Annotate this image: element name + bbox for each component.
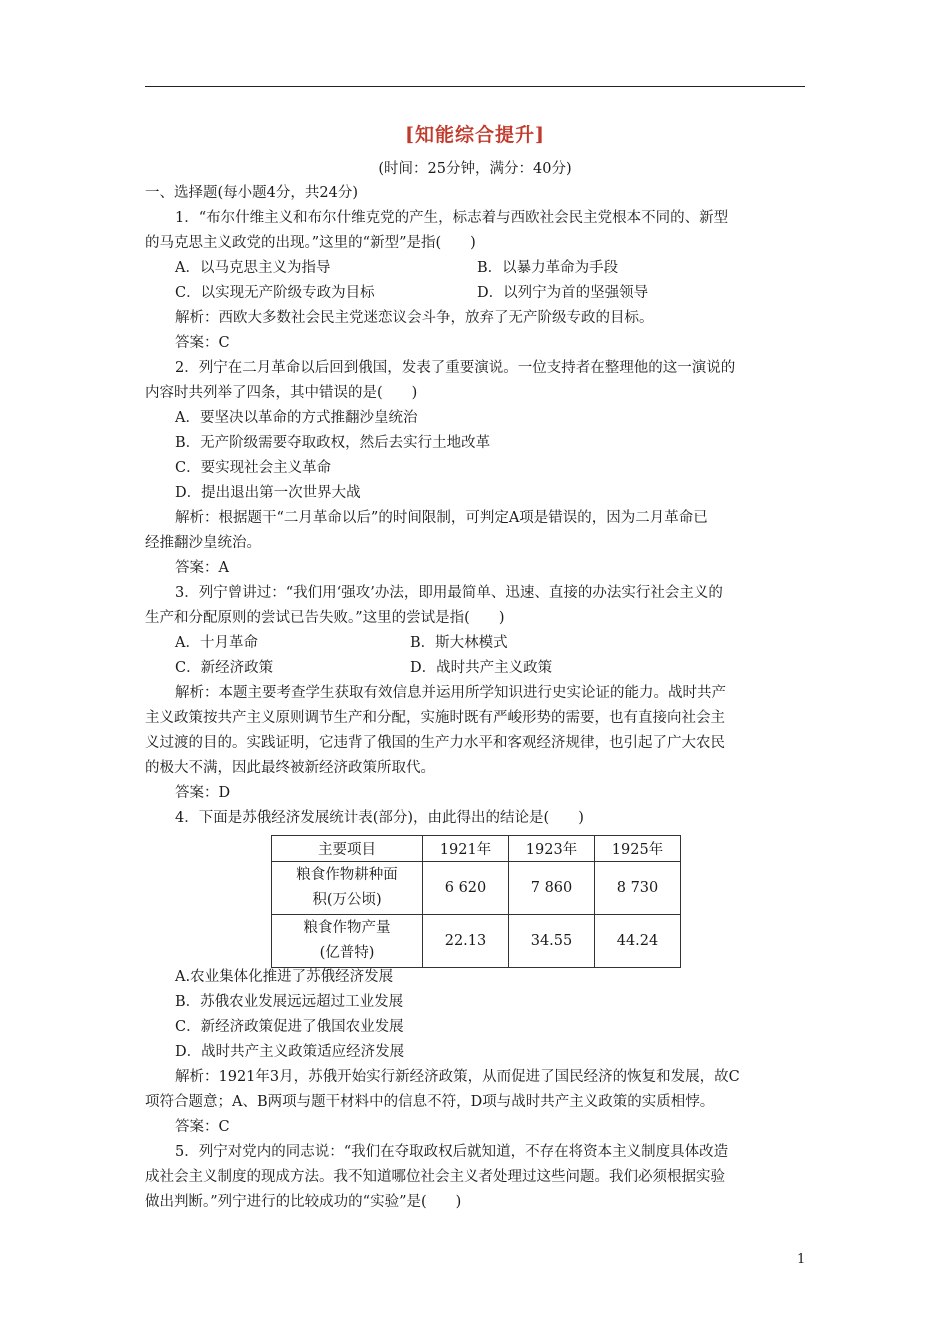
q1-stem-cont: 的马克思主义政党的出现。”这里的“新型”是指( ) — [145, 235, 476, 251]
page-title: [知能综合提升] — [405, 124, 545, 146]
page-number: 1 — [797, 1252, 806, 1267]
section-heading: 一、选择题(每小题4分，共24分) — [145, 185, 358, 201]
q3-analysis: 解析：本题主要考查学生获取有效信息并运用所学知识进行史实论证的能力。战时共产 — [175, 685, 726, 701]
q4-answer: 答案：C — [175, 1119, 230, 1135]
q5-stem-cont-2: 做出判断。”列宁进行的比较成功的“实验”是( ) — [145, 1194, 462, 1210]
row-label-line: 粮食作物耕种面 — [296, 867, 398, 883]
table-cell: 6 620 — [423, 862, 509, 915]
q2-answer: 答案：A — [175, 560, 229, 576]
row-label-line: (亿普特) — [319, 945, 375, 961]
row-label-line: 粮食作物产量 — [303, 920, 391, 936]
table-cell: 8 730 — [595, 862, 681, 915]
q3-analysis-cont-3: 的极大不满，因此最终被新经济政策所取代。 — [145, 760, 435, 776]
q1-stem: 1．“布尔什维主义和布尔什维克党的产生，标志着与西欧社会民主党根本不同的、新型 — [175, 210, 729, 226]
q4-option-b: B．苏俄农业发展远远超过工业发展 — [175, 994, 404, 1010]
table-header-cell: 主要项目 — [272, 836, 423, 862]
table-cell: 7 860 — [509, 862, 595, 915]
q2-option-a: A．要坚决以革命的方式推翻沙皇统治 — [175, 410, 418, 426]
q2-analysis-cont: 经推翻沙皇统治。 — [145, 535, 261, 551]
q1-analysis: 解析：西欧大多数社会民主党迷恋议会斗争，放弃了无产阶级专政的目标。 — [175, 310, 654, 326]
q4-option-c: C．新经济政策促进了俄国农业发展 — [175, 1019, 404, 1035]
q2-option-c: C．要实现社会主义革命 — [175, 460, 332, 476]
q3-stem-cont: 生产和分配原则的尝试已告失败。”这里的尝试是指( ) — [145, 610, 505, 626]
q3-option-d: D．战时共产主义政策 — [410, 660, 553, 676]
row-label-line: 积(万公顷) — [312, 892, 382, 908]
q1-option-d: D．以列宁为首的坚强领导 — [477, 285, 649, 301]
table-row — [272, 915, 681, 968]
table-header-cell: 1923年 — [509, 836, 595, 862]
table-row — [272, 862, 681, 915]
q3-stem: 3．列宁曾讲过：“我们用‘强攻’办法，即用最简单、迅速、直接的办法实行社会主义的 — [175, 585, 723, 601]
q4-option-a: A.农业集体化推进了苏俄经济发展 — [175, 969, 394, 985]
q3-analysis-cont-2: 义过渡的目的。实践证明，它违背了俄国的生产力水平和客观经济规律，也引起了广大农民 — [145, 735, 725, 751]
q3-option-a: A．十月革命 — [175, 635, 258, 651]
q4-stem: 4．下面是苏俄经济发展统计表(部分)，由此得出的结论是( ) — [175, 810, 584, 826]
economic-stats-table — [271, 835, 681, 968]
q4-analysis: 解析：1921年3月，苏俄开始实行新经济政策，从而促进了国民经济的恢复和发展，故C — [175, 1069, 740, 1085]
q3-option-c: C．新经济政策 — [175, 660, 274, 676]
q3-option-b: B．斯大林模式 — [410, 635, 508, 651]
q1-option-b: B．以暴力革命为手段 — [477, 260, 619, 276]
q2-analysis: 解析：根据题干“二月革命以后”的时间限制，可判定A项是错误的，因为二月革命已 — [175, 510, 708, 526]
q5-stem: 5．列宁对党内的同志说：“我们在夺取政权后就知道，不存在将资本主义制度具体改造 — [175, 1144, 729, 1160]
time-score-info: (时间：25分钟，满分：40分) — [378, 161, 572, 177]
q3-answer: 答案：D — [175, 785, 231, 801]
q2-option-b: B．无产阶级需要夺取政权，然后去实行土地改革 — [175, 435, 491, 451]
table-cell: 44.24 — [595, 915, 681, 968]
table-header-row — [272, 836, 681, 862]
q2-stem: 2．列宁在二月革命以后回到俄国，发表了重要演说。一位支持者在整理他的这一演说的 — [175, 360, 736, 376]
table-cell: 22.13 — [423, 915, 509, 968]
table-row-label — [272, 862, 423, 915]
q3-analysis-cont-1: 主义政策按共产主义原则调节生产和分配，实施时既有严峻形势的需要，也有直接向社会主 — [145, 710, 725, 726]
q1-option-a: A．以马克思主义为指导 — [175, 260, 331, 276]
table-header-cell: 1925年 — [595, 836, 681, 862]
q4-option-d: D．战时共产主义政策适应经济发展 — [175, 1044, 405, 1060]
table-header-cell: 1921年 — [423, 836, 509, 862]
q5-stem-cont-1: 成社会主义制度的现成方法。我不知道哪位社会主义者处理过这些问题。我们必须根据实验 — [145, 1169, 725, 1185]
header-rule — [145, 86, 805, 87]
q1-answer: 答案：C — [175, 335, 230, 351]
q1-option-c: C．以实现无产阶级专政为目标 — [175, 285, 375, 301]
table-cell: 34.55 — [509, 915, 595, 968]
table-row-label — [272, 915, 423, 968]
q2-stem-cont: 内容时共列举了四条，其中错误的是( ) — [145, 385, 418, 401]
q4-analysis-cont: 项符合题意；A、B两项与题干材料中的信息不符，D项与战时共产主义政策的实质相悖。 — [145, 1094, 715, 1110]
q2-option-d: D．提出退出第一次世界大战 — [175, 485, 361, 501]
